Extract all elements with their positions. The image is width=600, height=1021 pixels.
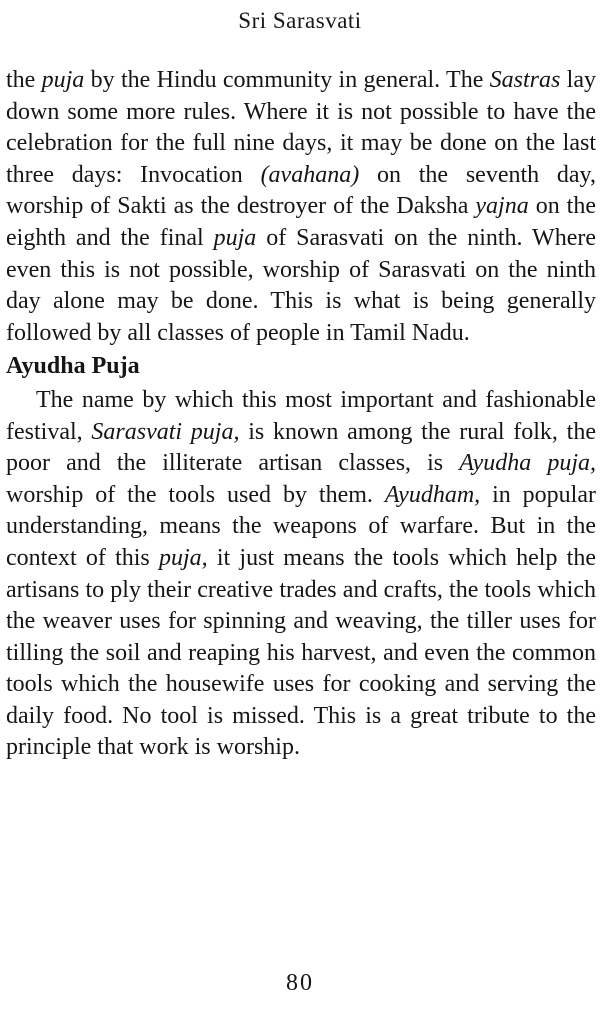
paragraph [6, 385, 596, 764]
italic-term: (avahana) [260, 161, 360, 188]
italic-term: Ayudha puja, [459, 450, 597, 477]
page-number: 80 [286, 970, 314, 996]
section-heading: Ayudha Puja [6, 353, 140, 380]
italic-term: puja [41, 67, 85, 93]
text-run: in popular understanding, means the weapons of warfare. But in the context of this [6, 481, 596, 571]
running-head: Sri Sarasvati [238, 8, 362, 33]
paragraph [6, 65, 596, 349]
italic-term: puja, [158, 544, 208, 571]
italic-term: Ayudham, [384, 481, 481, 508]
text-run: on the seventh day, worship of Sakti as the destroyer of the Daksha [6, 161, 596, 220]
text-run: is known among the rural folk, the poor and the illiterate artisan classes, is [6, 418, 596, 477]
italic-term: puja [213, 224, 257, 251]
italic-term: Sastras [489, 67, 561, 93]
text-run: on the eighth and the final [6, 193, 596, 251]
italic-term: Sarasvati puja, [91, 418, 240, 445]
text-run: by the Hindu community in general. The [84, 67, 490, 93]
italic-term: yajna [475, 193, 529, 220]
text-run: the [6, 67, 42, 93]
text-run: lay down some more rules. Where it is not possible to have the celebration for the full nine days, it may be done on the last three days: Invocation [6, 67, 596, 188]
body-text [6, 65, 596, 764]
text-run: The name by which this most important and fashionable festival, [6, 386, 596, 445]
text-run: it just means the tools which help the artisans to ply their creative trades and crafts, the tools which the weaver uses for spinning and weaving, the tiller uses for tilling the soil and reaping his harvest, and even the common tools which the housewife uses for cooking and serving the daily food. No tool is missed. This is a great tribute to the principle that work is worship. [6, 544, 596, 761]
text-run: worship of the tools used by them. [6, 481, 385, 508]
text-run: of Sarasvati on the ninth. Where even this is not possible, worship of Sarasvati on the ninth day alone may be done. This is what is being generally followed by all classes of people in Tamil Nadu. [6, 224, 596, 346]
